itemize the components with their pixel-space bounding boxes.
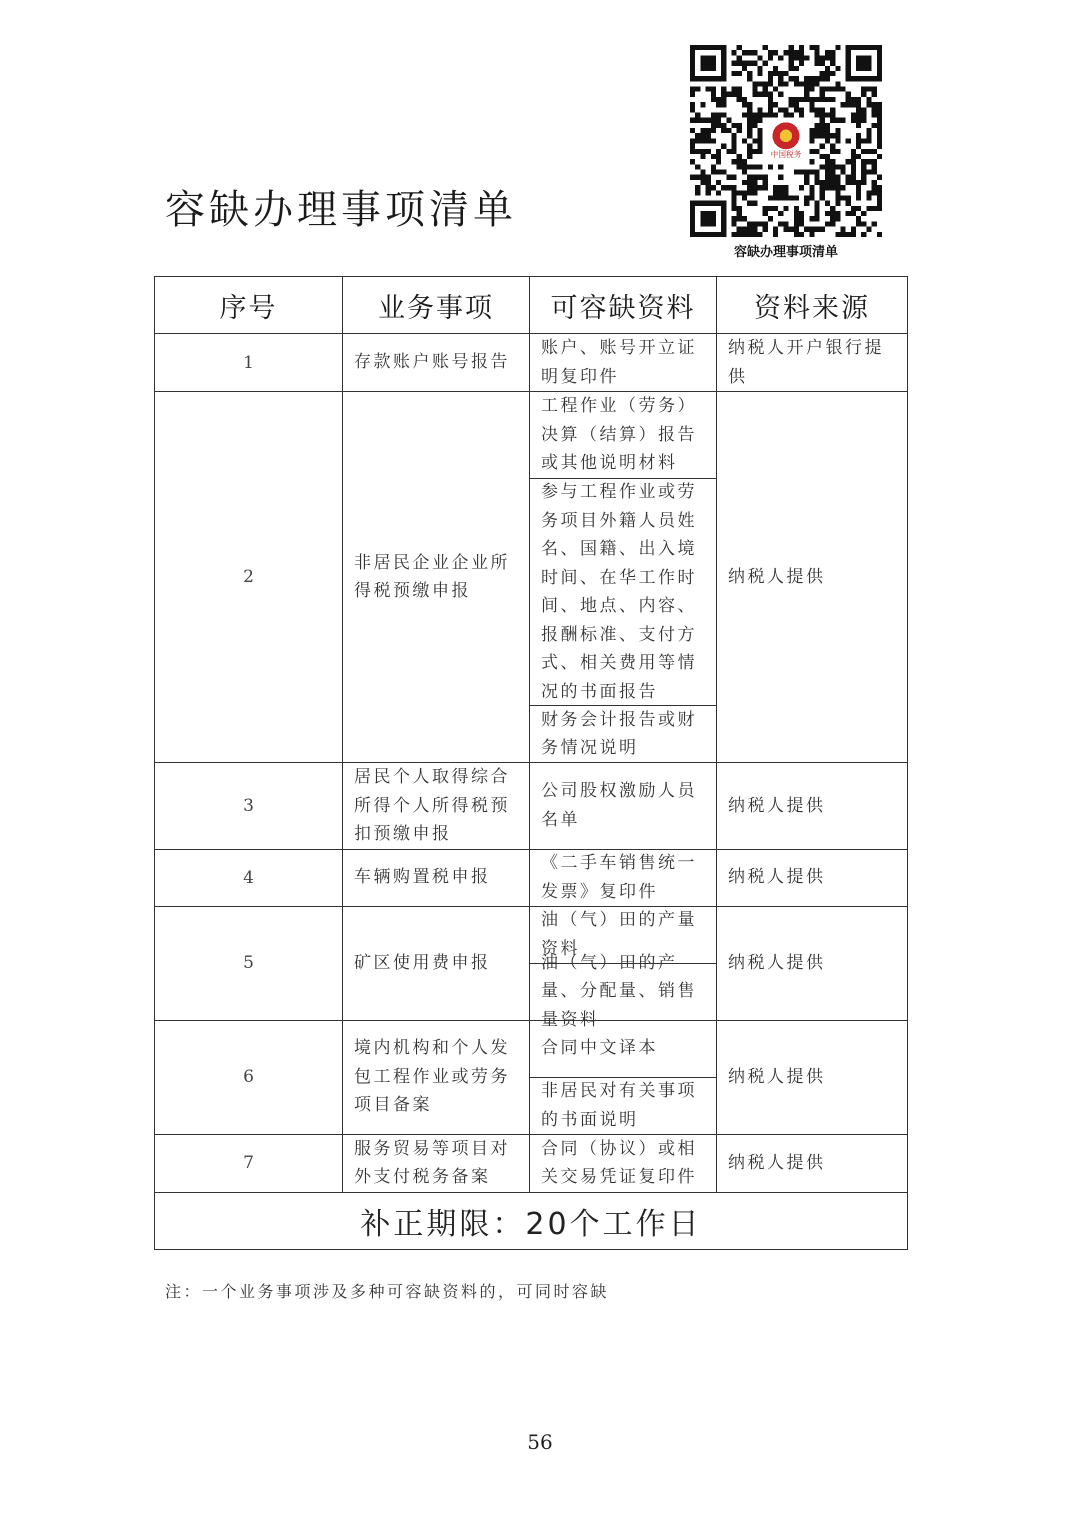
table-row: [155, 849, 908, 906]
table-header-row: [155, 277, 908, 334]
row-no: 3: [155, 763, 343, 850]
material-item: 非居民对有关事项的书面说明: [530, 1077, 716, 1134]
row-no: 5: [155, 906, 343, 1020]
material-item: 油（气）田的产量、分配量、销售量资料: [530, 963, 716, 1020]
qr-emblem-text: 中国税务: [770, 150, 802, 160]
row-source: 纳税人提供: [717, 849, 908, 906]
row-materials: [530, 906, 717, 1030]
material-item: 《二手车销售统一发票》复印件: [541, 853, 697, 902]
table-row: [155, 392, 908, 763]
table-row: [155, 763, 908, 850]
page-number: 56: [527, 1430, 553, 1454]
row-source: 纳税人提供: [717, 392, 908, 763]
row-source: 纳税人提供: [717, 906, 908, 1020]
row-item: 非居民企业企业所得税预缴申报: [343, 392, 530, 763]
row-materials: [530, 392, 717, 763]
row-no: 6: [155, 1020, 343, 1134]
row-materials: [530, 1134, 717, 1192]
row-item: 境内机构和个人发包工程作业或劳务项目备案: [343, 1020, 530, 1134]
row-materials: [530, 334, 717, 392]
page-title: 容缺办理事项清单: [165, 187, 517, 233]
table-row: [155, 334, 908, 392]
row-item: 服务贸易等项目对外支付税务备案: [343, 1134, 530, 1192]
row-no: 4: [155, 849, 343, 906]
material-item: 财务会计报告或财务情况说明: [530, 705, 716, 762]
row-source: 纳税人提供: [717, 1134, 908, 1192]
row-source: 纳税人提供: [717, 763, 908, 850]
material-item: 公司股权激励人员名单: [541, 781, 697, 830]
material-item: 合同（协议）或相关交易凭证复印件: [541, 1138, 697, 1187]
qr-code-icon: [690, 45, 882, 237]
table-row: [155, 906, 908, 1020]
row-item: 车辆购置税申报: [343, 849, 530, 906]
row-source: 纳税人提供: [717, 1020, 908, 1134]
material-item: 合同中文译本: [541, 1038, 658, 1059]
header-materials: 可容缺资料: [530, 277, 717, 334]
qr-caption: 容缺办理事项清单: [733, 245, 838, 260]
header-source: 资料来源: [717, 277, 908, 334]
matters-table: [154, 276, 908, 1250]
header-item: 业务事项: [343, 277, 530, 334]
row-item: 矿区使用费申报: [343, 906, 530, 1020]
deadline-text: 补正期限：20个工作日: [155, 1192, 908, 1249]
row-source: 纳税人开户银行提供: [717, 334, 908, 392]
row-no: 7: [155, 1134, 343, 1192]
material-item: 工程作业（劳务）决算（结算）报告或其他说明材料: [541, 396, 697, 474]
row-no: 2: [155, 392, 343, 763]
footnote: 注：一个业务事项涉及多种可容缺资料的，可同时容缺: [165, 1282, 610, 1301]
qr-code-block: [690, 45, 885, 260]
row-no: 1: [155, 334, 343, 392]
table-row: [155, 1134, 908, 1192]
deadline-row: [155, 1192, 908, 1249]
row-materials: [530, 849, 717, 906]
header-no: 序号: [155, 277, 343, 334]
material-item: 油（气）田的产量资料: [541, 910, 697, 959]
material-item: 账户、账号开立证明复印件: [541, 338, 697, 387]
row-item: 存款账户账号报告: [343, 334, 530, 392]
row-materials: [530, 1020, 717, 1134]
row-item: 居民个人取得综合所得个人所得税预扣预缴申报: [343, 763, 530, 850]
material-item: 参与工程作业或劳务项目外籍人员姓名、国籍、出入境时间、在华工作时间、地点、内容、报酬标准、支付方式、相关费用等情况的书面报告: [530, 478, 716, 705]
table-row: [155, 1020, 908, 1134]
row-materials: [530, 763, 717, 850]
